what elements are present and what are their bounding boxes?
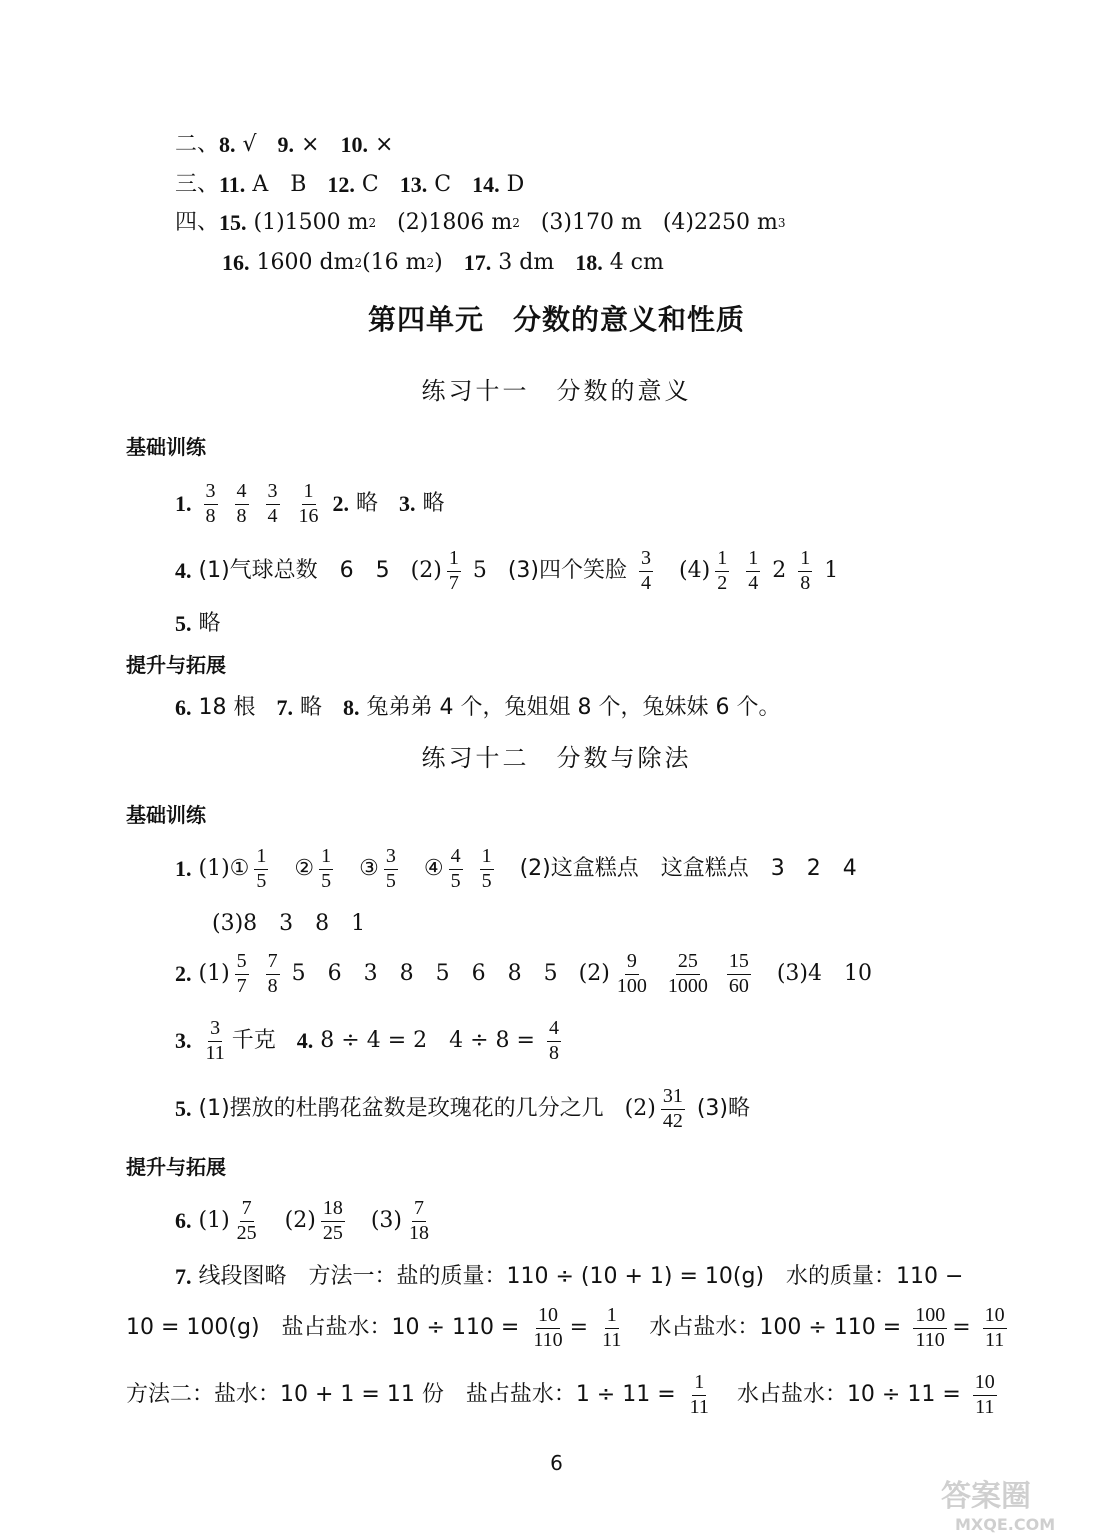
exercise-12-title: 练习十二 分数与除法 — [421, 744, 692, 772]
fraction: $\frac{1}{5}$ — [256, 845, 267, 892]
ex11-q6-line: 6. 18 根 7. 略 8. 兔弟弟 4 个，兔姐姐 8 个，兔妹妹 6 个。 — [175, 695, 781, 720]
fraction: $\frac{5}{7}$ — [236, 950, 247, 997]
fraction: $\frac{7}{18}$ — [409, 1197, 430, 1244]
ex11-q1-line: 1. $\frac{3}{8}$ $\frac{4}{8}$ $\frac{3}{4}$ $\frac{1}{16}$ 2. 略 3. 略 — [175, 480, 445, 527]
ex12-q5-line: 5. (1)摆放的杜鹃花盆数是玫瑰花的几分之几 (2) $\frac{31}{42}$ (3)略 — [175, 1085, 751, 1132]
ex12-q7-line-3: 方法二：盐水：10 + 1 = 11 份 盐占盐水：1 ÷ 11 = $\frac{1}{11}$ 水占盐水：10 ÷ 11 = $\frac{10}{11}$ — [126, 1371, 995, 1418]
fraction: $\frac{3}{4}$ — [641, 547, 652, 594]
unit-title: 第四单元 分数的意义和性质 — [367, 303, 745, 336]
fraction: $\frac{1}{5}$ — [481, 845, 492, 892]
section-basic: 基础训练 — [126, 803, 206, 827]
fraction: $\frac{10}{11}$ — [984, 1304, 1005, 1351]
ex12-q1-line: 1. (1)① $\frac{1}{5}$ ② $\frac{1}{5}$ ③ $\frac{3}{5}$ ④ $\frac{4}{5}$ $\frac{1}{5}$ (2)这盒糕点 这盒糕点 3 2 4 — [175, 845, 857, 892]
ex12-q3-line: 3. $\frac{3}{11}$ 千克 4. 8 ÷ 4 = 2 4 ÷ 8 = $\frac{4}{8}$ — [175, 1017, 559, 1064]
ex11-q5-line: 5. 略 — [175, 611, 221, 636]
ex12-q2-line: 2. (1) $\frac{5}{7}$ $\frac{7}{8}$ 5 6 3 8 5 6 8 5 (2) $\frac{9}{100}$ $\frac{25}{1000}$ $\frac{15}{60}$ (3)4 10 — [175, 950, 872, 997]
ex12-q6-line: 6. (1) $\frac{7}{25}$ (2) $\frac{18}{25}$ (3) $\frac{7}{18}$ — [175, 1197, 430, 1244]
fraction: $\frac{1}{11}$ — [602, 1304, 622, 1351]
fraction: $\frac{10}{110}$ — [533, 1304, 563, 1351]
section-extension: 提升与拓展 — [126, 1155, 226, 1179]
ex12-q1-line-2: (3)8 3 8 1 — [212, 911, 366, 936]
fraction: $\frac{25}{1000}$ — [667, 950, 708, 997]
ex11-q4-line: 4. (1)气球总数 6 5 (2) $\frac{1}{7}$ 5 (3)四个笑脸 $\frac{3}{4}$ (4) $\frac{1}{2}$ $\frac{1}{4}$ 2 $\frac{1}{8}$ 1 — [175, 547, 839, 594]
fraction: $\frac{3}{4}$ — [267, 480, 278, 527]
fraction: $\frac{1}{8}$ — [800, 547, 811, 594]
fraction: $\frac{4}{8}$ — [236, 480, 247, 527]
answer-line-sec3: 三、11. A B 12. C 13. C 14. D — [175, 172, 525, 197]
fraction: $\frac{3}{11}$ — [205, 1017, 225, 1064]
answer-line-sec4-16: 16. 1600 dm2(16 m2) 17. 3 dm 18. 4 cm — [222, 250, 664, 275]
fraction: $\frac{1}{16}$ — [298, 480, 319, 527]
fraction: $\frac{7}{25}$ — [236, 1197, 257, 1244]
svg-text:MXQE.COM: MXQE.COM — [955, 1515, 1056, 1534]
fraction: $\frac{100}{110}$ — [915, 1304, 946, 1351]
section-basic: 基础训练 — [126, 435, 206, 459]
fraction: $\frac{15}{60}$ — [728, 950, 749, 997]
fraction: $\frac{4}{8}$ — [548, 1017, 559, 1064]
fraction: $\frac{3}{5}$ — [385, 845, 396, 892]
fraction: $\frac{1}{4}$ — [748, 547, 759, 594]
fraction: $\frac{9}{100}$ — [616, 950, 647, 997]
fraction: $\frac{18}{25}$ — [322, 1197, 343, 1244]
exercise-11-title: 练习十一 分数的意义 — [421, 377, 692, 405]
fraction: $\frac{1}{11}$ — [689, 1371, 709, 1418]
fraction: $\frac{1}{2}$ — [717, 547, 728, 594]
page-number: 6 — [550, 1451, 563, 1475]
fraction: $\frac{3}{8}$ — [205, 480, 216, 527]
ex12-q7-line-2: 10 = 100(g) 盐占盐水：10 ÷ 110 = $\frac{10}{110}$ = $\frac{1}{11}$ 水占盐水：100 ÷ 110 = $\frac{100}{110}$ = $\frac{10}{11}$ — [126, 1304, 1005, 1351]
sec-prefix: 二、 — [175, 132, 220, 157]
fraction: $\frac{31}{42}$ — [662, 1085, 683, 1132]
fraction: $\frac{4}{5}$ — [450, 845, 461, 892]
section-extension: 提升与拓展 — [126, 653, 226, 677]
watermark-logo — [935, 1470, 1113, 1536]
fraction: $\frac{10}{11}$ — [974, 1371, 995, 1418]
fraction: $\frac{7}{8}$ — [267, 950, 278, 997]
answer-line-sec2: 二、8. √ 9. × 10. × — [175, 132, 394, 157]
fraction: $\frac{1}{5}$ — [321, 845, 332, 892]
watermark-text: 答案圈 — [941, 1479, 1031, 1514]
ex12-q7-line-1: 7. 线段图略 方法一：盐的质量：110 ÷ (10 + 1) = 10(g) 水的质量：110 − — [175, 1264, 964, 1289]
answer-line-sec4-15: 四、15. (1)1500 m2 (2)1806 m2 (3)170 m (4)2250 m3 — [175, 210, 786, 235]
fraction: $\frac{1}{7}$ — [448, 547, 459, 594]
